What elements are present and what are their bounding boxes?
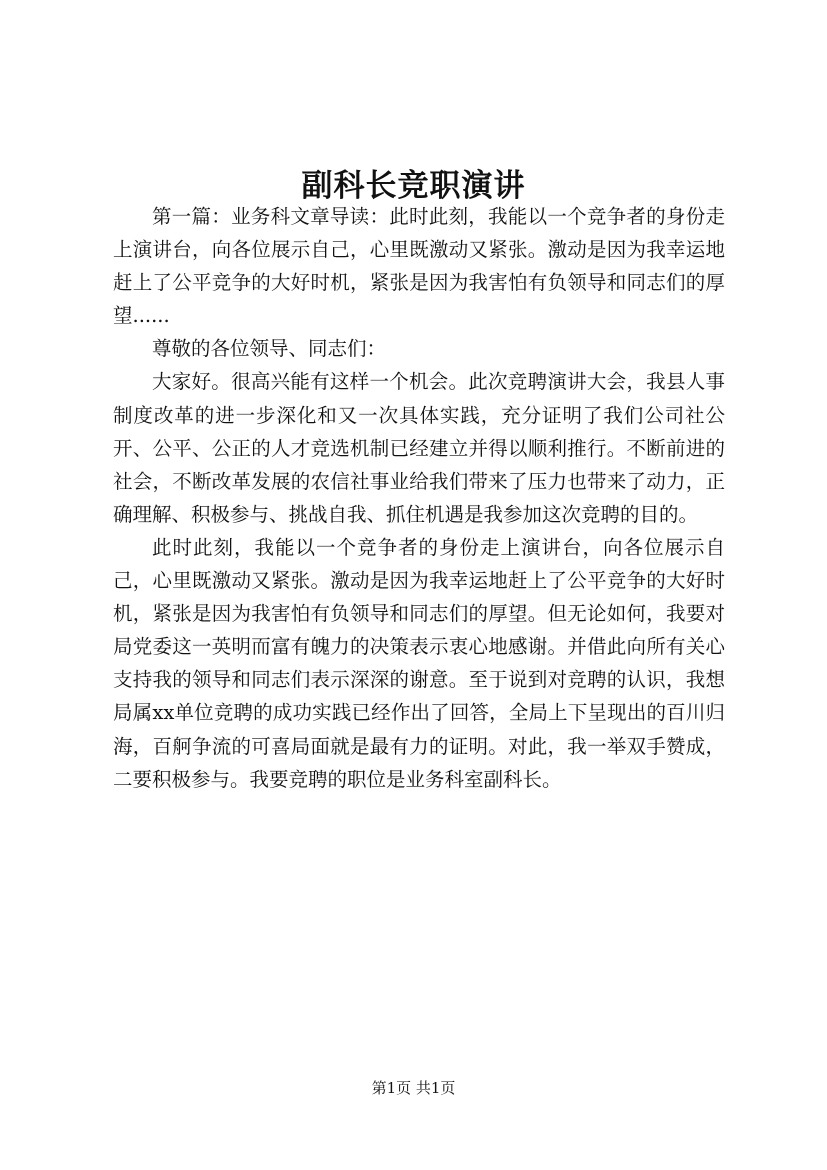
page-number-footer: 第1页 共1页 xyxy=(371,1079,456,1097)
paragraph-greeting: 大家好。很高兴能有这样一个机会。此次竞聘演讲大会，我县人事制度改革的进一步深化和又一次具体实践，充分证明了我们公司社公开、公平、公正的人才竞选机制已经建立并得以顺利推行。不断前进的社会，不断改革发展的农信社事业给我们带来了压力也带来了动力，正确理解、积极参与、挑战自我、抓住机遇是我参加这次竞聘的目的。 xyxy=(113,370,725,526)
paragraph-salutation: 尊敬的各位领导、同志们： xyxy=(152,337,387,361)
document-body xyxy=(113,200,725,796)
document-title: 副科长竞职演讲 xyxy=(301,167,526,204)
paragraph-intro: 第一篇：业务科文章导读：此时此刻，我能以一个竞争者的身份走上演讲台，向各位展示自己，心里既激动又紧张。激动是因为我幸运地赶上了公平竞争的大好时机，紧张是因为我害怕有负领导和同志们的厚望...... xyxy=(113,205,725,328)
paragraph-main: 此时此刻，我能以一个竞争者的身份走上演讲台，向各位展示自己，心里既激动又紧张。激动是因为我幸运地赶上了公平竞争的大好时机，紧张是因为我害怕有负领导和同志们的厚望。但无论如何，我要对局党委这一英明而富有魄力的决策表示衷心地感谢。并借此向所有关心支持我的领导和同志们表示深深的谢意。至于说到对竞聘的认识，我想局属xx单位竞聘的成功实践已经作出了回答，全局上下呈现出的百川归海，百舸争流的可喜局面就是最有力的证明。对此，我一举双手赞成，二要积极参与。我要竞聘的职位是业务科室副科长。 xyxy=(113,535,725,791)
